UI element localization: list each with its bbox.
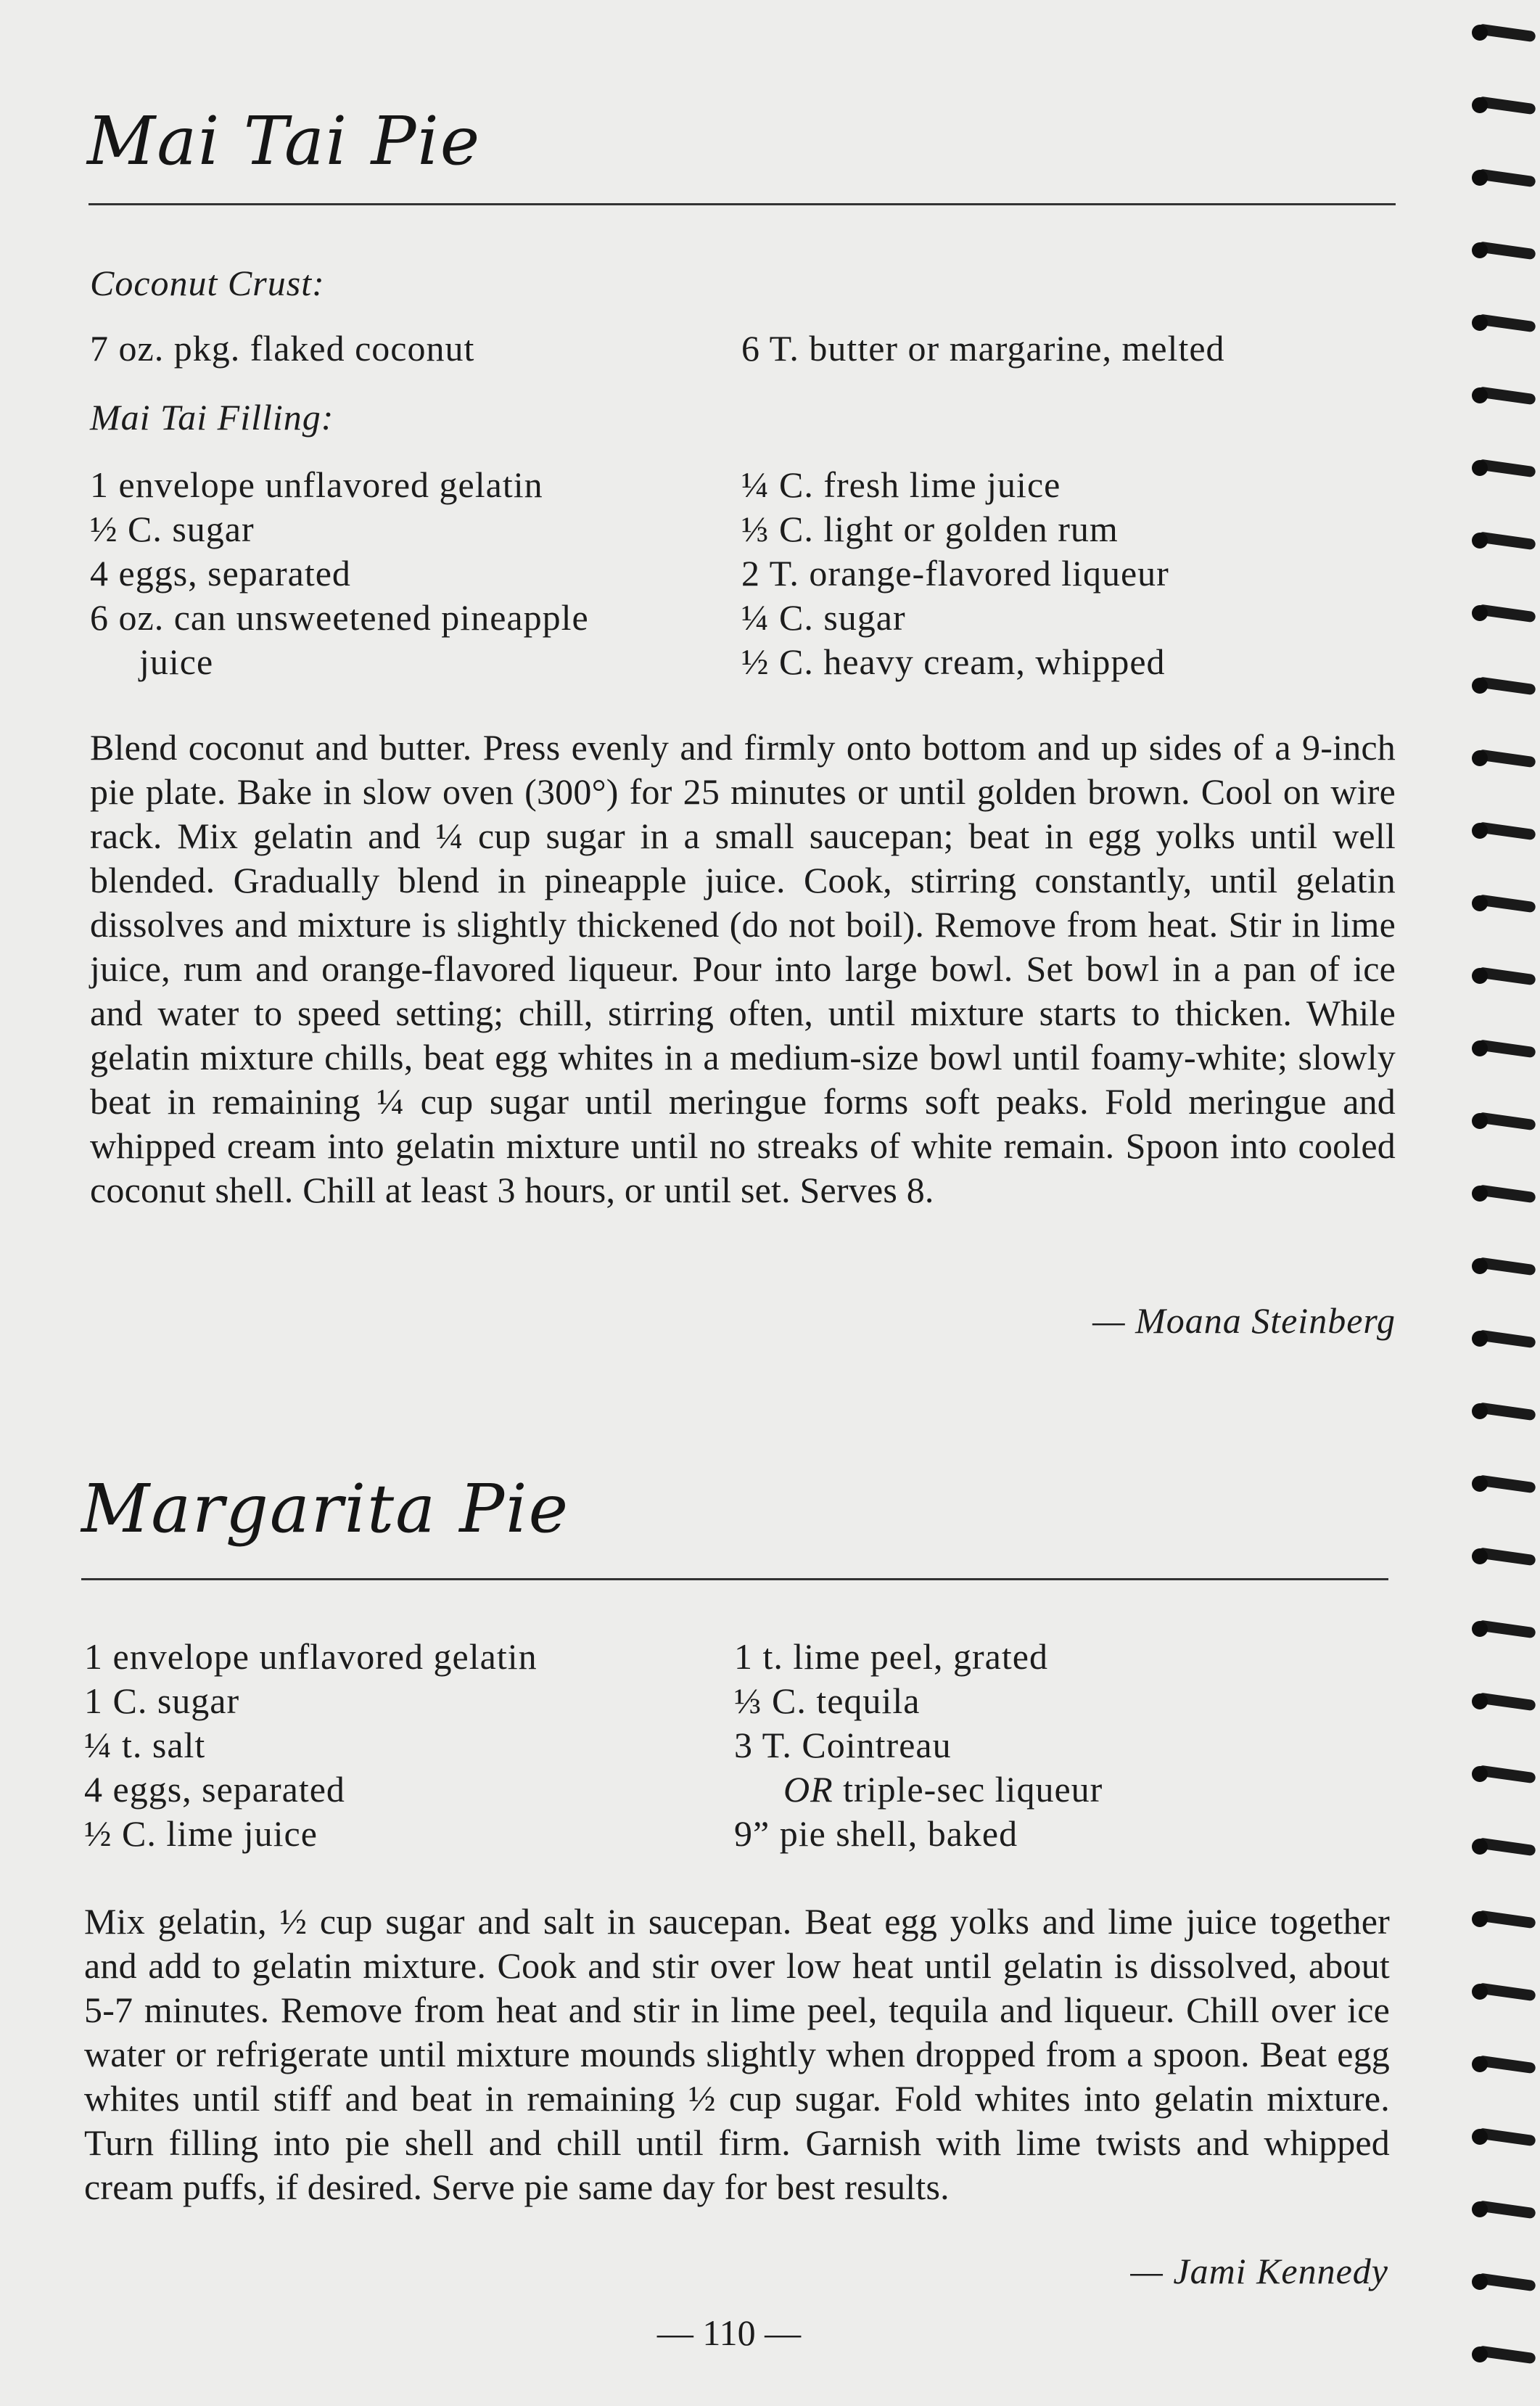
ingredient: 1 envelope unflavored gelatin [84,1636,538,1677]
spiral-coil [1472,1183,1536,1204]
spiral-coil [1472,1836,1536,1857]
spiral-coil [1472,1400,1536,1422]
title-rule [88,203,1396,205]
crust-heading: Coconut Crust: [90,263,325,303]
spiral-coil [1472,94,1536,116]
ingredient: ⅓ C. tequila [734,1680,921,1721]
filling-ingredients-right [741,463,1169,684]
spiral-coil [1472,1981,1536,2003]
directions-margarita: Mix gelatin, ½ cup sugar and salt in saucepan. Beat egg yolks and lime juice together and add to gelatin mixture. Cook and stir over low heat until gelatin is dissolved, about 5-7 minutes. Remove from heat and stir in lime peel, tequila and liqueur. Chill over ice water or refrigerate until mixture mounds slightly when dropped from a spoon. Beat egg whites until stiff and beat in remaining ½ cup sugar. Fold whites into gelatin mixture. Turn filling into pie shell and chill until firm. Garnish with lime twists and whipped cream puffs, if desired. Serve pie same day for best results. [84,1901,1390,2207]
spiral-coil [1472,1255,1536,1277]
ingredient: 2 T. orange-flavored liqueur [741,553,1169,594]
filling-ingredients-left [90,463,589,684]
directions-mai-tai: Blend coconut and butter. Press evenly and firmly onto bottom and up sides of a 9-inch pie plate. Bake in slow oven (300°) for 25 minutes or until golden brown. Cool on wire rack. Mix gelatin and ¼ cup sugar in a small saucepan; beat in egg yolks until well blended. Gradually blend in pineapple juice. Cook, stirring constantly, until gelatin dissolves and mixture is slightly thickened (do not boil). Remove from heat. Stir in lime juice, rum and orange-flavored liqueur. Pour into large bowl. Set bowl in a pan of ice and water to speed setting; chill, stirring often, until mixture starts to thicken. While gelatin mixture chills, beat egg whites in a medium-size bowl until foamy-white; slowly beat in remaining ¼ cup sugar until meringue forms soft peaks. Fold meringue and whipped cream into gelatin mixture until no streaks of white remain. Spoon into cooled coconut shell. Chill at least 3 hours, or until set. Serves 8. [90,727,1396,1210]
ingredient: ¼ C. fresh lime juice [741,464,1061,505]
ingredient: ¼ t. salt [84,1725,206,1765]
ingredient: 3 T. Cointreau [734,1725,952,1765]
spiral-binding [1460,0,1540,2406]
page-number: — 110 — [656,2312,802,2353]
spiral-coil [1472,675,1536,697]
spiral-coil [1472,312,1536,334]
spiral-coil [1472,530,1536,551]
ingredient: ½ C. lime juice [84,1813,318,1854]
spiral-coil [1472,1545,1536,1567]
crust-ingredients-left [90,327,474,371]
ingredient-continuation: juice [139,641,214,682]
ingredient: 1 envelope unflavored gelatin [90,464,543,505]
spiral-coil [1472,965,1536,987]
spiral-coil [1472,2198,1536,2220]
spiral-coil [1472,457,1536,479]
spiral-coil [1472,892,1536,914]
spiral-coil [1472,167,1536,189]
spiral-coil [1472,2271,1536,2293]
spiral-coil [1472,2344,1536,2365]
ingredient: 7 oz. pkg. flaked coconut [90,328,475,369]
margarita-ingredients-right [734,1635,1103,1856]
author-mai-tai: — Moana Steinberg [1092,1300,1396,1341]
ingredient: 1 C. sugar [84,1680,240,1721]
ingredient: ⅓ C. light or golden rum [741,509,1119,549]
recipe-title-margarita-pie: Margarita Pie [81,1470,570,1548]
crust-ingredients-right [741,327,1225,371]
spiral-coil [1472,22,1536,44]
spiral-coil [1472,1473,1536,1495]
alternative-text: triple-sec liqueur [843,1769,1103,1810]
spiral-coil [1472,820,1536,842]
spiral-coil [1472,1038,1536,1059]
margarita-ingredients-left [84,1635,538,1856]
spiral-coil [1472,1691,1536,1712]
ingredient: 1 t. lime peel, grated [734,1636,1048,1677]
title-rule [81,1578,1388,1580]
spiral-coil [1472,1908,1536,1930]
spiral-coil [1472,1328,1536,1350]
ingredient: 9” pie shell, baked [734,1813,1018,1854]
ingredient: 6 T. butter or margarine, melted [741,328,1225,369]
spiral-coil [1472,2053,1536,2075]
spiral-coil [1472,1110,1536,1132]
author-margarita: — Jami Kennedy [1130,2251,1388,2291]
spiral-coil [1472,1618,1536,1640]
ingredient: 6 oz. can unsweetened pineapple [90,597,589,638]
spiral-coil [1472,385,1536,406]
or-word: OR [783,1769,833,1810]
ingredient: ½ C. heavy cream, whipped [741,641,1166,682]
ingredient: ½ C. sugar [90,509,255,549]
spiral-coil [1472,239,1536,261]
filling-heading: Mai Tai Filling: [90,397,334,438]
ingredient: ¼ C. sugar [741,597,906,638]
ingredient: 4 eggs, separated [84,1769,345,1810]
spiral-coil [1472,2126,1536,2148]
spiral-coil [1472,1763,1536,1785]
recipe-title-mai-tai-pie: Mai Tai Pie [87,102,482,180]
spiral-coil [1472,747,1536,769]
ingredient-alternative [734,1767,1103,1812]
ingredient: 4 eggs, separated [90,553,351,594]
spiral-coil [1472,602,1536,624]
